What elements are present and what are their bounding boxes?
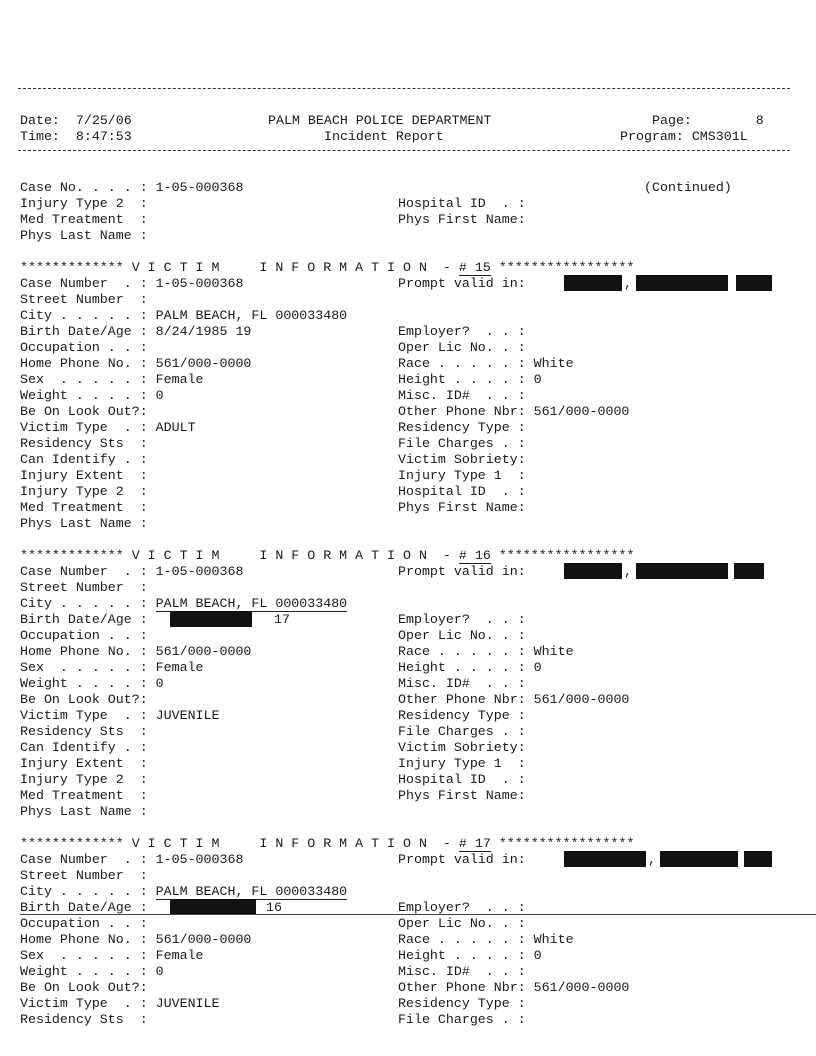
banner-title: V I C T I M I N F O R M A T I O N - [131,548,451,563]
v15-employer: Employer? . . : [398,324,526,339]
other-phone-label: Other Phone Nbr: [398,692,526,707]
v17-race [398,932,574,948]
v16-homephone [20,644,251,660]
v17-ressts: Residency Sts : [20,1012,148,1027]
continued-physlast: Phys Last Name : [20,228,148,243]
weight-value: 0 [155,964,164,979]
v16-injury1: Injury Type 1 : [398,756,526,771]
sex-value: Female [155,372,204,387]
birth-value: 8/24/1985 19 [155,324,252,339]
v16-street: Street Number : [20,580,148,595]
continued-case-line [20,180,243,196]
victim-type-label: Victim Type . : [20,420,148,435]
v15-canidentify: Can Identify . : [20,452,148,467]
victim-16-number: # 16 [458,548,491,563]
v17-street: Street Number : [20,868,148,883]
banner-stars-left: ************* [20,260,124,275]
v17-operlic: Oper Lic No. . : [398,916,526,931]
race-label: Race . . . . . : [398,644,526,659]
v15-birth [20,324,251,340]
department-name: PALM BEACH POLICE DEPARTMENT [268,113,492,128]
report-title: Incident Report [324,129,444,144]
v15-bolo: Be On Look Out?: [20,404,148,419]
city-label: City . . . . . : [20,308,148,323]
v16-restype: Residency Type : [398,708,526,723]
v16-victimtype [20,708,220,724]
program-line [620,129,748,145]
redaction-bar [636,275,728,291]
other-phone-label: Other Phone Nbr: [398,980,526,995]
v16-employer: Employer? . . : [398,612,526,627]
city-label: City . . . . . : [20,884,148,899]
height-label: Height . . . . : [398,372,526,387]
continued-case-value: 1-05-000368 [155,180,244,195]
v15-sobriety: Victim Sobriety: [398,452,526,467]
victim-16-banner [20,548,634,564]
v17-filecharges: File Charges . : [398,1012,526,1027]
other-phone-value: 561/000-0000 [533,692,630,707]
other-phone-value: 561/000-0000 [533,404,630,419]
page-number: 8 [755,113,764,128]
redaction-bar [564,275,622,291]
v15-street: Street Number : [20,292,148,307]
sex-label: Sex . . . . . : [20,660,148,675]
city-label: City . . . . . : [20,596,148,611]
v15-victimtype [20,420,196,436]
victim-15-number: # 15 [458,260,491,275]
banner-stars-left: ************* [20,548,124,563]
v17-case [20,852,243,868]
v15-height [398,372,542,388]
v17-victimtype [20,996,220,1012]
weight-label: Weight . . . . : [20,964,148,979]
birth-label: Birth Date/Age : [20,324,148,339]
v17-height [398,948,542,964]
home-phone-value: 561/000-0000 [155,356,252,371]
v16-otherphone [398,692,629,708]
v17-age: 16 [266,900,282,915]
redaction-comma: , [624,276,632,291]
v16-sex [20,660,204,676]
v15-physlast: Phys Last Name : [20,516,148,531]
v15-injury1: Injury Type 1 : [398,468,526,483]
victim-type-value: JUVENILE [155,708,220,723]
page-label: Page: [652,113,692,128]
v15-miscid: Misc. ID# . . : [398,388,526,403]
redaction-bar [564,563,622,579]
banner-stars-left: ************* [20,836,124,851]
case-number-label: Case Number . : [20,276,148,291]
redaction-bar [660,851,738,867]
v15-physfirst: Phys First Name: [398,500,526,515]
banner-stars-right: ***************** [498,260,635,275]
v15-otherphone [398,404,629,420]
height-value: 0 [533,372,542,387]
v15-case [20,276,243,292]
victim-type-label: Victim Type . : [20,708,148,723]
v16-physfirst: Phys First Name: [398,788,526,803]
case-number-value: 1-05-000368 [155,852,244,867]
date-label: Date: [20,113,60,128]
continued-hospital: Hospital ID . : [398,196,526,211]
victim-type-value: ADULT [155,420,196,435]
banner-title: V I C T I M I N F O R M A T I O N - [131,836,451,851]
v15-sex [20,372,204,388]
v15-restype: Residency Type : [398,420,526,435]
v16-age: 17 [274,612,290,627]
v16-prompt: Prompt valid in: [398,564,526,579]
redaction-bar [734,563,764,579]
continued-med: Med Treatment : [20,212,148,227]
banner-title: V I C T I M I N F O R M A T I O N - [131,260,451,275]
v15-occupation: Occupation . . : [20,340,148,355]
weight-value: 0 [155,676,164,691]
time-line [20,129,132,145]
v16-canidentify: Can Identify . : [20,740,148,755]
continued-case-label: Case No. . . . : [20,180,148,195]
time-value: 8:47:53 [75,129,132,144]
top-dashed-rule [18,88,790,89]
v15-filecharges: File Charges . : [398,436,526,451]
redaction-bar [170,899,256,915]
v16-miscid: Misc. ID# . . : [398,676,526,691]
v15-ressts: Residency Sts : [20,436,148,451]
city-value: PALM BEACH, FL 000033480 [155,884,348,899]
home-phone-label: Home Phone No. : [20,356,148,371]
other-phone-value: 561/000-0000 [533,980,630,995]
v15-weight [20,388,164,404]
race-value: White [533,356,574,371]
victim-type-label: Victim Type . : [20,996,148,1011]
city-value: PALM BEACH, FL 000033480 [155,308,348,323]
continued-physfirst: Phys First Name: [398,212,526,227]
v17-prompt: Prompt valid in: [398,852,526,867]
victim-type-value: JUVENILE [155,996,220,1011]
banner-stars-right: ***************** [498,836,635,851]
v17-birth: Birth Date/Age : [20,900,148,915]
v16-filecharges: File Charges . : [398,724,526,739]
date-value: 7/25/06 [75,113,132,128]
v17-city [20,884,347,900]
race-value: White [533,932,574,947]
v17-sex [20,948,204,964]
continued-marker: (Continued) [644,180,732,195]
v17-weight [20,964,164,980]
sex-label: Sex . . . . . : [20,948,148,963]
v16-injury2: Injury Type 2 : [20,772,148,787]
v16-injuryextent: Injury Extent : [20,756,148,771]
height-label: Height . . . . : [398,660,526,675]
case-number-label: Case Number . : [20,852,148,867]
other-phone-label: Other Phone Nbr: [398,404,526,419]
height-value: 0 [533,660,542,675]
sex-value: Female [155,660,204,675]
victim-17-banner [20,836,634,852]
program-value: CMS301L [691,129,748,144]
v15-city [20,308,347,324]
v17-occupation: Occupation . . : [20,916,148,931]
date-line [20,113,132,129]
redaction-comma: , [624,564,632,579]
victim-15-banner [20,260,634,276]
v16-medtreat: Med Treatment : [20,788,148,803]
home-phone-value: 561/000-0000 [155,932,252,947]
redaction-bar [170,611,252,627]
race-label: Race . . . . . : [398,356,526,371]
v16-bolo: Be On Look Out?: [20,692,148,707]
v15-prompt: Prompt valid in: [398,276,526,291]
v15-operlic: Oper Lic No. . : [398,340,526,355]
v15-injury2: Injury Type 2 : [20,484,148,499]
v16-weight [20,676,164,692]
home-phone-value: 561/000-0000 [155,644,252,659]
sex-value: Female [155,948,204,963]
v16-physlast: Phys Last Name : [20,804,148,819]
continued-injury2: Injury Type 2 : [20,196,148,211]
weight-value: 0 [155,388,164,403]
v15-hospital: Hospital ID . : [398,484,526,499]
v15-injuryextent: Injury Extent : [20,468,148,483]
header-bottom-dashed-rule [18,150,790,151]
v15-race [398,356,574,372]
v16-hospital: Hospital ID . : [398,772,526,787]
city-value: PALM BEACH, FL 000033480 [155,596,348,611]
v16-sobriety: Victim Sobriety: [398,740,526,755]
v16-city [20,596,347,612]
victim-17-number: # 17 [458,836,491,851]
v15-homephone [20,356,251,372]
v15-medtreat: Med Treatment : [20,500,148,515]
redaction-bar [636,563,728,579]
banner-stars-right: ***************** [498,548,635,563]
v16-race [398,644,574,660]
home-phone-label: Home Phone No. : [20,932,148,947]
height-label: Height . . . . : [398,948,526,963]
home-phone-label: Home Phone No. : [20,644,148,659]
case-number-value: 1-05-000368 [155,276,244,291]
v16-birth: Birth Date/Age : [20,612,148,627]
case-number-label: Case Number . : [20,564,148,579]
scan-rule-line [20,914,816,915]
redaction-bar [736,275,772,291]
redaction-bar [744,851,772,867]
height-value: 0 [533,948,542,963]
case-number-value: 1-05-000368 [155,564,244,579]
redaction-comma: , [648,852,656,867]
v16-ressts: Residency Sts : [20,724,148,739]
v17-restype: Residency Type : [398,996,526,1011]
race-label: Race . . . . . : [398,932,526,947]
v16-case [20,564,243,580]
time-label: Time: [20,129,60,144]
v17-employer: Employer? . . : [398,900,526,915]
v17-bolo: Be On Look Out?: [20,980,148,995]
weight-label: Weight . . . . : [20,388,148,403]
v16-occupation: Occupation . . : [20,628,148,643]
v16-height [398,660,542,676]
v17-homephone [20,932,251,948]
weight-label: Weight . . . . : [20,676,148,691]
program-label: Program: [620,129,684,144]
sex-label: Sex . . . . . : [20,372,148,387]
redaction-bar [564,851,646,867]
race-value: White [533,644,574,659]
v16-operlic: Oper Lic No. . : [398,628,526,643]
v17-miscid: Misc. ID# . . : [398,964,526,979]
v17-otherphone [398,980,629,996]
page-line [652,113,764,129]
